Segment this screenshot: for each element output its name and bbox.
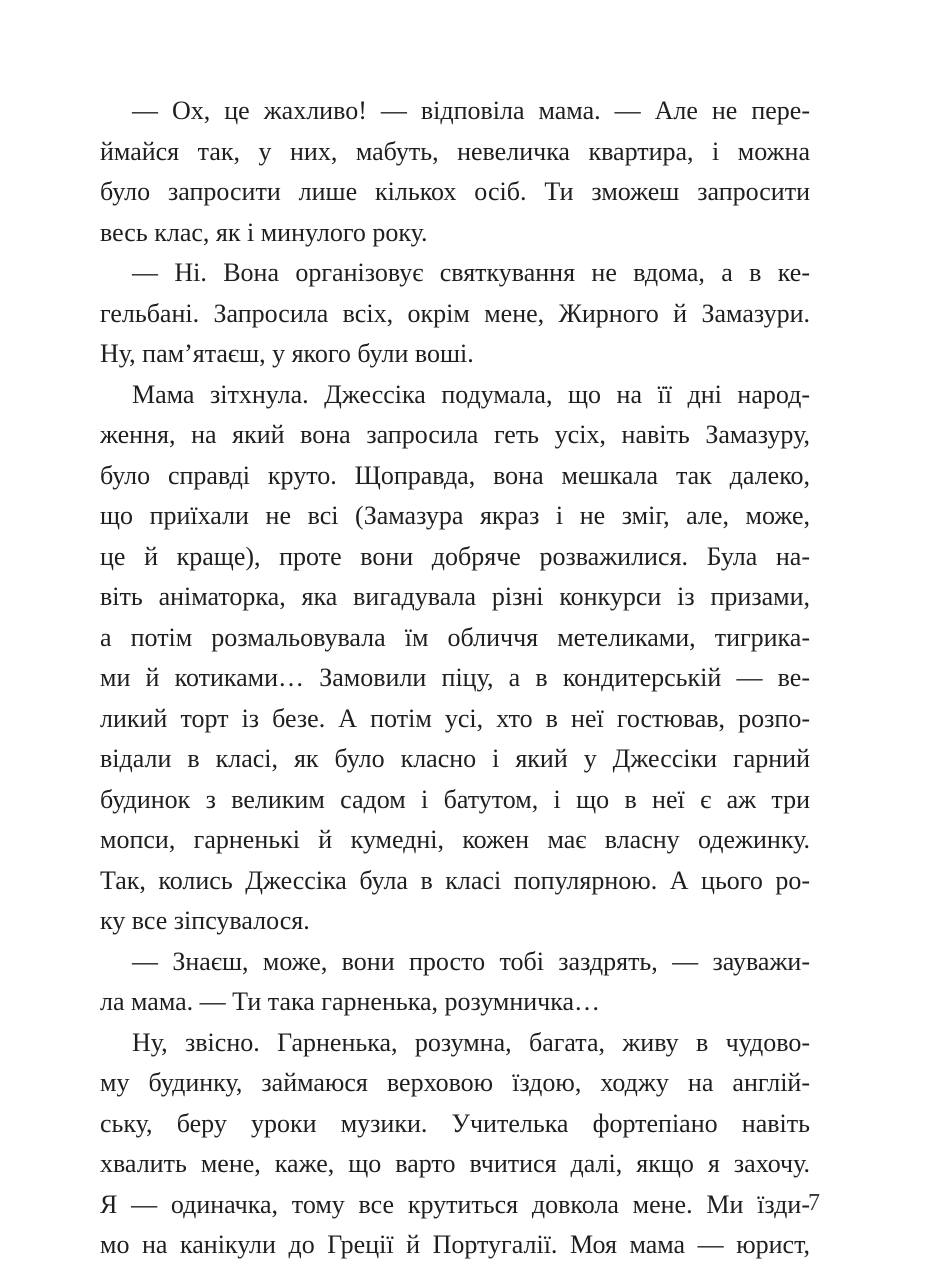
text-line: — Знаєш, може, вони просто тобі заздрять, — зауважи- [132, 946, 810, 976]
text-line: Так, колись Джессіка була в класі популярною. А цього ро- [100, 865, 810, 895]
text-line: — Ох, це жахливо! — відповіла мама. — Але не пере- [132, 96, 810, 125]
text-line: гельбані. Запросила всіх, окрім мене, Жирного й Замазури. [100, 298, 810, 328]
text-line: ми й котиками… Замовили піцу, а в кондитерській — ве- [100, 663, 810, 692]
text-line: це й краще), проте вони добряче розважилися. Була на- [100, 541, 810, 571]
text-line: — Ні. Вона організовує святкування не вдома, а в ке- [132, 258, 810, 287]
page-number: 7 [808, 1190, 820, 1216]
text-line: весь клас, як і минулого року. [100, 217, 428, 247]
text-line: ликий торт із безе. А потім усі, хто в неї гостював, розпо- [100, 703, 810, 733]
text-line: було справді круто. Щоправда, вона мешкала так далеко, [100, 460, 810, 490]
text-line: ження, на який вона запросила геть усіх, навіть Замазуру, [100, 420, 810, 449]
text-line: будинок з великим садом і батутом, і що в неї є аж три [100, 784, 810, 814]
text-line: мопси, гарненькі й кумедні, кожен має власну одежинку. [100, 825, 810, 854]
text-line: Ну, пам’ятаєш, у якого були воші. [100, 339, 474, 368]
text-line: ла мама. — Ти така гарненька, розумничка… [100, 987, 601, 1016]
text-line: ську, беру уроки музики. Учителька фортепіано навіть [100, 1108, 810, 1138]
text-line: ймайся так, у них, мабуть, невеличка квартира, і можна [100, 136, 810, 166]
text-line: а потім розмальовувала їм обличчя метеликами, тигрика- [100, 622, 810, 652]
text-line: було запросити лише кількох осіб. Ти зможеш запросити [100, 177, 810, 206]
text-line: Я — одиначка, тому все крутиться довкола мене. Ми їзди- [100, 1189, 810, 1219]
text-line: му будинку, займаюся верховою їздою, ходжу на англій- [100, 1068, 810, 1097]
text-line: віть аніматорка, яка вигадувала різні конкурси із призами, [100, 582, 810, 611]
body-text [100, 91, 810, 1266]
text-line: мо на канікули до Греції й Португалії. Моя мама — юрист, [100, 1230, 810, 1259]
text-line: що приїхали не всі (Замазура якраз і не зміг, але, може, [100, 501, 810, 530]
text-line: ку все зіпсувалося. [100, 906, 310, 935]
text-line: Мама зітхнула. Джессіка подумала, що на її дні народ- [132, 379, 810, 409]
text-line: Ну, звісно. Гарненька, розумна, багата, живу в чудово- [132, 1027, 810, 1057]
text-line: хвалить мене, каже, що варто вчитися далі, якщо я захочу. [100, 1149, 810, 1178]
text-line: відали в класі, як було класно і який у Джессіки гарний [100, 744, 810, 773]
